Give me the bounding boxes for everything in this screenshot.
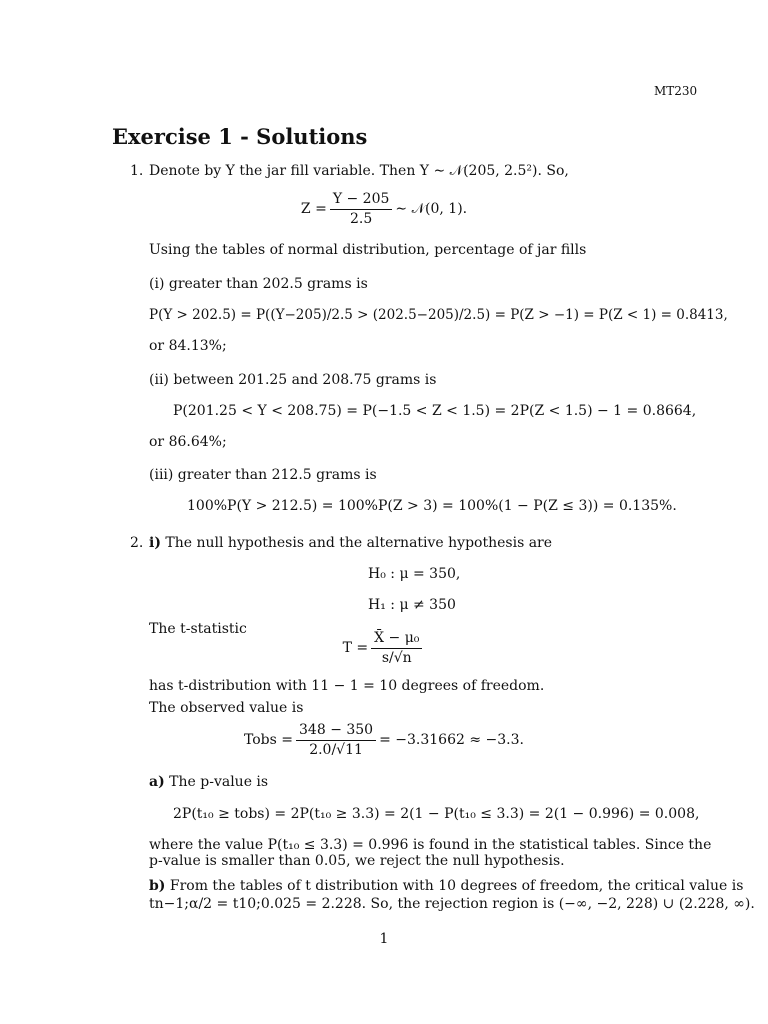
q2-a-equation: 2P(t₁₀ ≥ tobs) = 2P(t₁₀ ≥ 3.3) = 2(1 − P(t₁₀ ≤ 3.3) = 2(1 − 0.996) = 0.008, [173,806,700,822]
q2-b-line [149,878,743,894]
q1-i-percent: or 84.13%; [149,338,227,354]
z-rhs: ∼ 𝒩(0, 1). [395,201,468,218]
q1-ii-percent: or 86.64%; [149,434,227,450]
q2-i-line [149,535,552,551]
q2-b-text: From the tables of t distribution with 10 degrees of freedom, the critical value is [169,878,744,894]
q2-i-text: The null hypothesis and the alternative hypothesis are [165,535,553,551]
z-fraction [330,191,393,228]
q2-number: 2. [130,535,144,551]
h0-hypothesis: H₀ : μ = 350, [368,566,461,582]
q1-using: Using the tables of normal distribution, percentage of jar fills [149,242,587,258]
tobs-rhs: = −3.31662 ≈ −3.3. [379,732,524,749]
tobs-lhs: Tobs = [244,732,294,749]
q2-a-line [149,774,268,790]
tobs-denominator: 2.0/√11 [309,741,363,758]
q1-i-label: (i) greater than 202.5 grams is [149,276,368,292]
q2-a-text: The p-value is [169,774,269,790]
q2-b-line2: tn−1;α/2 = t10;0.025 = 2.228. So, the rejection region is (−∞, −2, 228) ∪ (2.228, ∞). [149,896,755,912]
q1-intro: Denote by Y the jar fill variable. Then Y ∼ 𝒩(205, 2.5²). So, [149,163,569,179]
t-denominator: s/√n [381,649,412,666]
q1-i-equation: P(Y > 202.5) = P((Y−205)/2.5 > (202.5−205)/2.5) = P(Z > −1) = P(Z < 1) = 0.8413, [149,307,728,323]
q1-number: 1. [130,163,144,179]
t-observed-formula [0,722,768,759]
q2-where-line2: p-value is smaller than 0.05, we reject the null hypothesis. [149,853,565,869]
course-code: MT230 [654,84,698,98]
q1-iii-label: (iii) greater than 212.5 grams is [149,467,377,483]
z-numerator: Y − 205 [330,191,393,210]
q2-tstat-label: The t-statistic [149,621,247,637]
q2-observed: The observed value is [149,700,304,716]
q2-b-marker: b) [149,878,166,894]
h1-hypothesis: H₁ : μ ≠ 350 [368,597,456,613]
q1-ii-label: (ii) between 201.25 and 208.75 grams is [149,372,437,388]
q1-ii-equation: P(201.25 < Y < 208.75) = P(−1.5 < Z < 1.5) = 2P(Z < 1.5) − 1 = 0.8664, [173,403,697,419]
q2-i-marker: i) [149,535,161,551]
t-statistic-formula [0,630,768,667]
t-lhs: T = [342,640,369,657]
tobs-numerator: 348 − 350 [296,722,376,741]
q1-iii-equation: 100%P(Y > 212.5) = 100%P(Z > 3) = 100%(1 − P(Z ≤ 3)) = 0.135%. [187,498,677,514]
q2-a-marker: a) [149,774,165,790]
tobs-fraction [296,722,376,759]
z-denominator: 2.5 [349,210,373,227]
t-numerator: X̄ − μ₀ [371,630,422,649]
z-lhs: Z = [300,201,327,218]
q2-where-line1: where the value P(t₁₀ ≤ 3.3) = 0.996 is found in the statistical tables. Since the [149,837,712,853]
page-number: 1 [379,931,389,947]
page-title: Exercise 1 - Solutions [112,124,368,149]
z-definition [0,191,768,228]
t-fraction [371,630,422,667]
q2-has-t: has t-distribution with 11 − 1 = 10 degrees of freedom. [149,678,545,694]
